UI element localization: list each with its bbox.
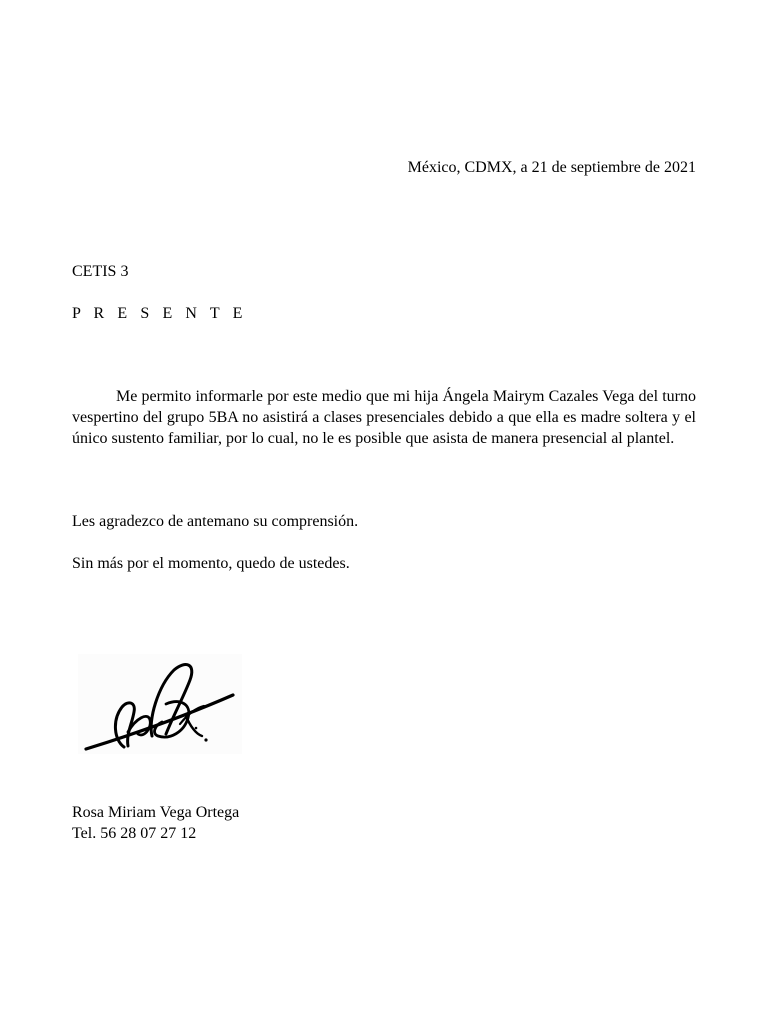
thanks-line: Les agradezco de antemano su comprensión. [72,513,359,530]
handwritten-signature [78,654,242,754]
signature-drawing [78,654,242,754]
sender-phone: Tel. 56 28 07 27 12 [72,825,197,842]
salutation: P R E S E N T E [72,305,247,322]
body-paragraph: Me permito informarle por este medio que mi hija Ángela Mairym Cazales Vega del turno vespertino del grupo 5BA no asistirá a clases presenciales debido a que ella es madre soltera y el único sustento familiar, por lo cual, no le es posible que asista de manera presencial al plantel. [72,388,696,447]
sender-name: Rosa Miriam Vega Ortega [72,804,240,821]
recipient: CETIS 3 [72,263,129,280]
closing-line: Sin más por el momento, quedo de ustedes. [72,555,350,572]
date-line: México, CDMX, a 21 de septiembre de 2021 [407,159,696,176]
